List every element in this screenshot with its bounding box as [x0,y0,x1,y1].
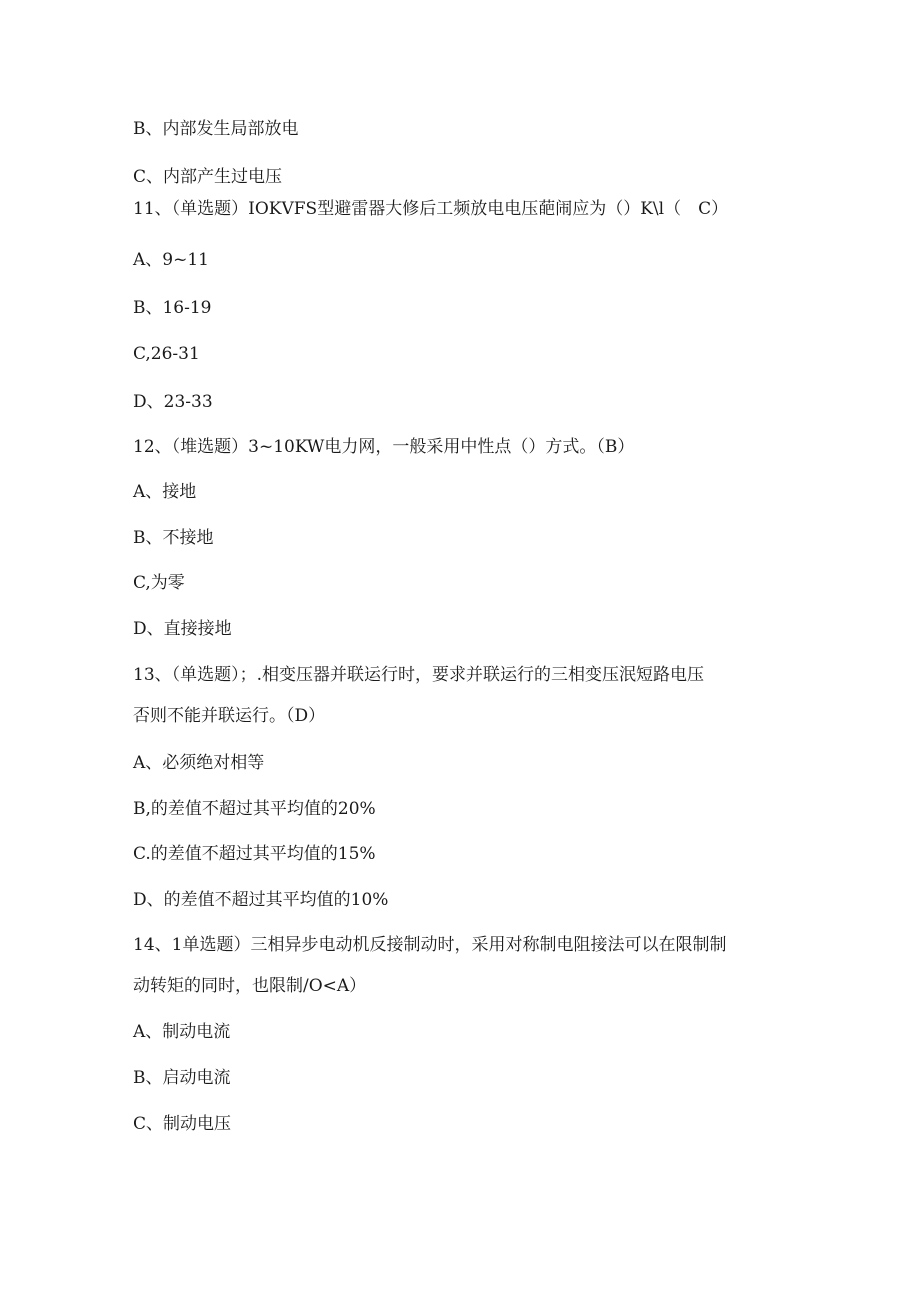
option-c-q11: C,26-31 [133,344,200,364]
option-c-q12: C,为零 [133,573,185,593]
option-d-q11: D、23-33 [133,392,213,412]
question-13-line-2: 否则不能并联运行。（D） [133,706,326,726]
option-c-q14: C、制动电压 [133,1114,232,1134]
question-12: 12、（堆选题）3~10KW电力网，一般采用中性点（）方式。（B） [133,437,635,457]
option-a-q11: A、9~11 [133,250,209,270]
option-b-q10: B、内部发生局部放电 [133,119,299,139]
option-b-q14: B、启动电流 [133,1068,231,1088]
question-14-line-2: 动转矩的同时，也限制/O<A） [133,976,367,996]
question-14-line-1: 14、1单选题）三相异步电动机反接制动时，采用对称制电阻接法可以在限制制 [133,935,727,955]
option-a-q14: A、制动电流 [133,1022,231,1042]
option-b-q11: B、16-19 [133,298,212,318]
option-d-q12: D、直接接地 [133,619,232,639]
question-11: 11、（单选题）IOKVFS型避雷器大修后工频放电电压葩闹应为（）K\l（ C） [133,199,729,219]
option-b-q12: B、不接地 [133,528,214,548]
question-13-line-1: 13、（单选题）；.相变压器并联运行时，要求并联运行的三相变压泯短路电压 [133,665,705,685]
option-d-q13: D、的差值不超过其平均值的10% [133,890,389,910]
option-b-q13: B,的差值不超过其平均值的20% [133,799,376,819]
option-a-q13: A、必须绝对相等 [133,753,265,773]
option-c-q10: C、内部产生过电压 [133,167,283,187]
option-a-q12: A、接地 [133,482,197,502]
option-c-q13: C.的差值不超过其平均值的15% [133,844,376,864]
